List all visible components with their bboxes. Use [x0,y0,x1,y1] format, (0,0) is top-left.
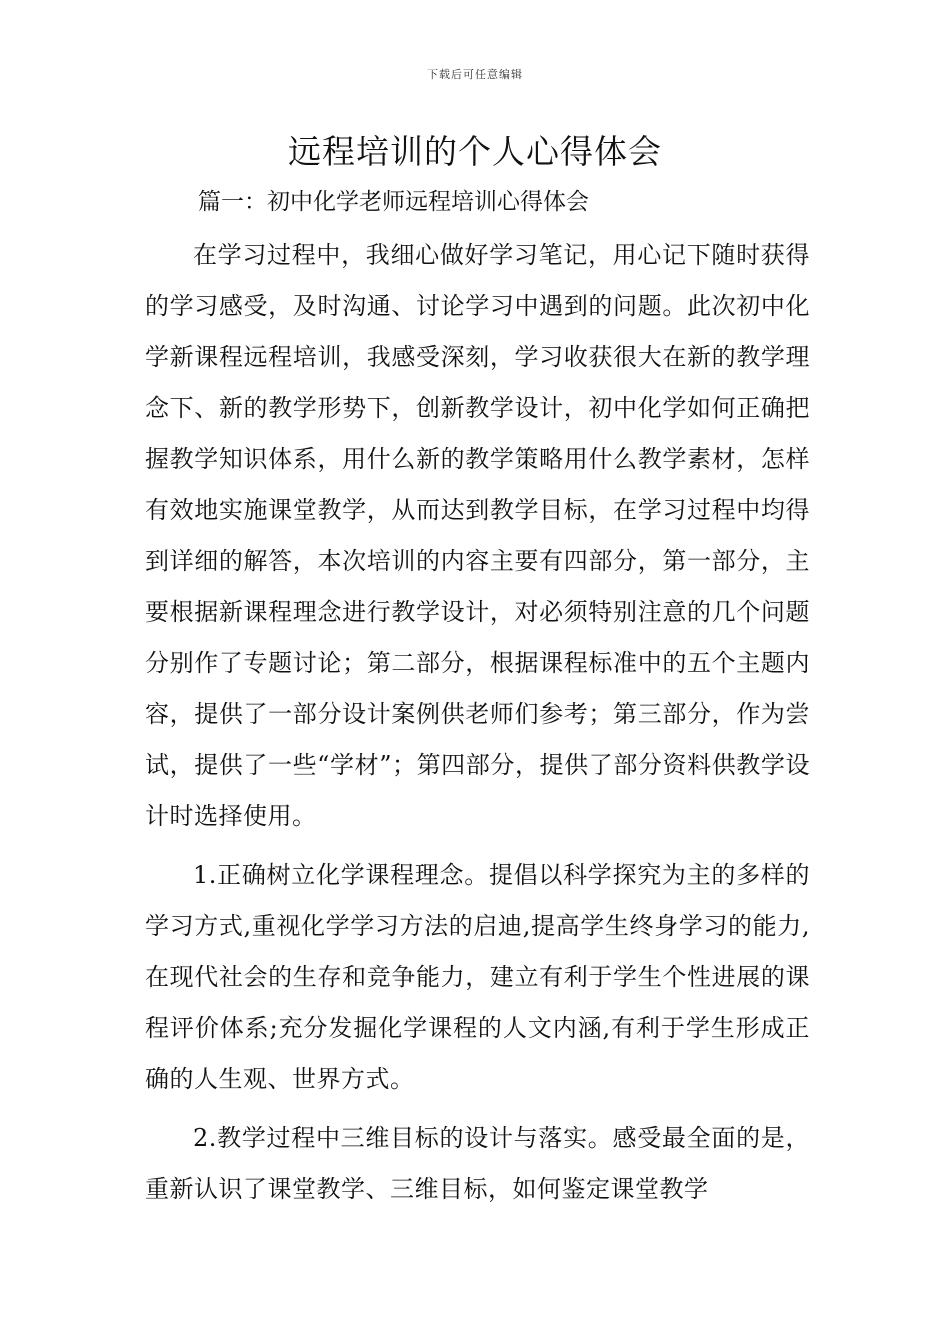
document-subtitle: 篇一：初中化学老师远程培训心得体会 [198,189,589,215]
document-title: 远程培训的个人心得体会 [288,132,662,171]
paragraph-point-2: 2.教学过程中三维目标的设计与落实。感受最全面的是，重新认识了课堂教学、三维目标，如何鉴定课堂教学 [145,1124,810,1203]
paragraph-point-1: 1.正确树立化学课程理念。提倡以科学探究为主的多样的学习方式,重视化学学习方法的启迪,提高学生终身学习的能力,在现代社会的生存和竞争能力，建立有利于学生个性进展的课程评价体系;充分发掘化学课程的人文内涵,有利于学生形成正确的人生观、世界方式。 [145,861,810,1093]
document-body [145,230,810,1215]
page-header-note: 下载后可任意编辑 [427,68,523,81]
paragraph-intro: 在学习过程中，我细心做好学习笔记，用心记下随时获得的学习感受，及时沟通、讨论学习中遇到的问题。此次初中化学新课程远程培训，我感受深刻，学习收获很大在新的教学理念下、新的教学形势下，创新教学设计，初中化学如何正确把握教学知识体系，用什么新的教学策略用什么教学素材，怎样有效地实施课堂教学，从而达到教学目标，在学习过程中均得到详细的解答，本次培训的内容主要有四部分，第一部分，主要根据新课程理念进行教学设计，对必须特别注意的几个问题分别作了专题讨论；第二部分，根据课程标准中的五个主题内容，提供了一部分设计案例供老师们参考；第三部分，作为尝试，提供了一些“学材”；第四部分，提供了部分资料供教学设计时选择使用。 [145,241,810,830]
